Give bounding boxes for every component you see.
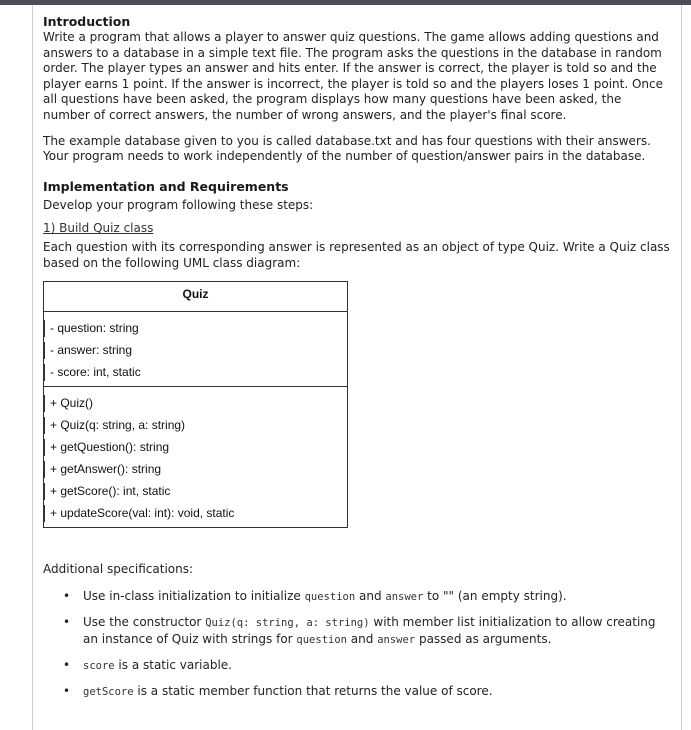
uml-method: + updateScore(val: int): void, static: [44, 502, 347, 524]
code-getscore: getScore: [83, 685, 134, 698]
uml-attribute: - question: string: [44, 317, 347, 339]
uml-class-name: Quiz: [44, 282, 347, 312]
impl-heading: Implementation and Requirements: [43, 178, 289, 194]
code-question: question: [304, 590, 356, 603]
step1-paragraph: Each question with its corresponding answer is represented as an object of type Quiz. Write a Quiz class based on the following UML class diagram:: [43, 239, 670, 270]
spec-text: passed as arguments.: [415, 631, 552, 646]
impl-subtitle: Develop your program following these steps:: [43, 197, 314, 212]
code-answer: answer: [377, 633, 416, 646]
intro-paragraph-1: Write a program that allows a player to answer quiz questions. The game allows adding questions and answers to a database in a simple text file. The program asks the questions in the database in random order. The player types an answer and hits enter. If the answer is correct, the player is told so and the player earns 1 point. If the answer is incorrect, the player is told so and the players loses 1 point. Once all questions have been asked, the program displays how many questions have been asked, the number of correct answers, the number of wrong answers, and the player's final score.: [43, 30, 664, 122]
code-answer: answer: [385, 590, 424, 603]
spec-item: [43, 614, 671, 648]
spec-text: Use in-class initialization to initialize: [83, 588, 305, 603]
spec-text: with member list initialization to allow creating an instance of Quiz with strings for: [83, 614, 656, 646]
intro-heading: Introduction: [43, 14, 131, 29]
spec-text: Use the constructor: [83, 614, 206, 629]
assignment-content: [43, 14, 671, 709]
bullet-icon: •: [63, 683, 71, 698]
uml-method: + getScore(): int, static: [44, 480, 347, 502]
spec-item: [43, 657, 671, 674]
uml-method: + getAnswer(): string: [44, 458, 347, 480]
spec-text: is a static member function that returns the value of score.: [133, 683, 493, 698]
spec-text: to "" (an empty string).: [423, 588, 567, 603]
spec-item: [43, 683, 671, 700]
uml-attributes: [44, 312, 347, 386]
uml-methods: [44, 386, 347, 527]
intro-paragraph-2: The example database given to you is called database.txt and has four questions with their answers. Your program needs to work independently of the number of question/answer pairs in the database.: [43, 133, 651, 164]
bullet-icon: •: [63, 588, 71, 603]
uml-attribute: - score: int, static: [44, 361, 347, 383]
uml-method: + Quiz(q: string, a: string): [44, 414, 347, 436]
bullet-icon: •: [63, 657, 71, 672]
uml-attribute: - answer: string: [44, 339, 347, 361]
code-question: question: [296, 633, 347, 646]
spec-item: [43, 588, 671, 605]
spec-text: is a static variable.: [114, 657, 232, 672]
spec-text: and: [355, 588, 386, 603]
uml-method: + Quiz(): [44, 392, 347, 414]
specs-heading: Additional specifications:: [43, 562, 194, 577]
step1-link[interactable]: 1) Build Quiz class: [43, 221, 154, 236]
spec-text: and: [346, 631, 378, 646]
uml-class-diagram: [43, 281, 348, 528]
code-constructor: Quiz(q: string, a: string): [205, 616, 370, 629]
uml-method: + getQuestion(): string: [44, 436, 347, 458]
bullet-icon: •: [63, 614, 71, 629]
specs-list: [43, 588, 671, 700]
code-score: score: [83, 659, 115, 672]
